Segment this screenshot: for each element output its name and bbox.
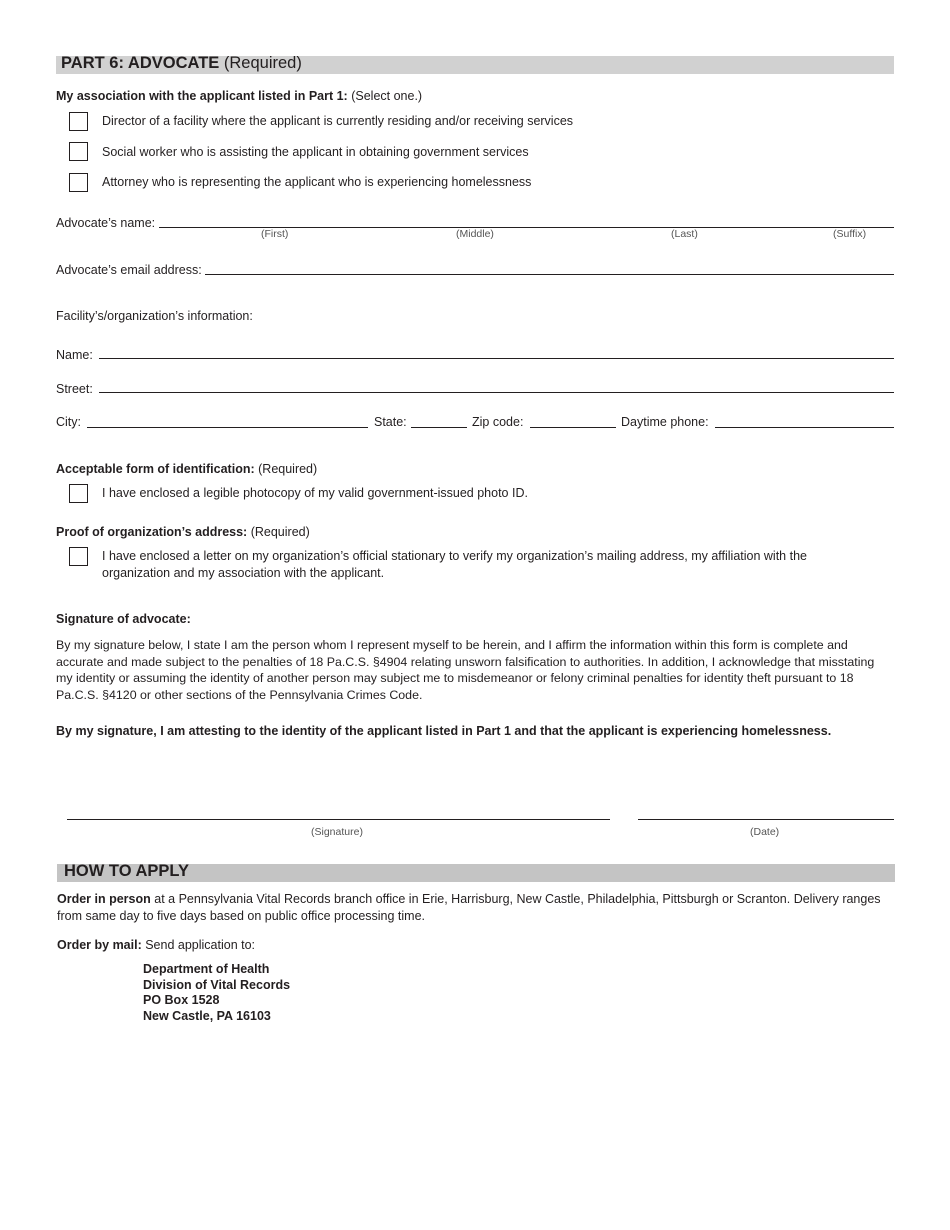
id-label: Acceptable form of identification: (Required) <box>56 462 318 476</box>
attestation-statement: By my signature, I am attesting to the identity of the applicant listed in Part 1 and that the applicant is experiencing homelessness. <box>56 724 832 738</box>
signature-caption: (Signature) <box>311 826 363 838</box>
email-label: Advocate’s email address: <box>56 263 202 277</box>
phone-label: Daytime phone: <box>621 415 709 429</box>
org-letter-option-line2: organization and my association with the applicant. <box>102 566 385 580</box>
signature-statement: By my signature below, I state I am the person whom I represent myself to be herein, and I affirm the information within this form is complete and accurate and made subject to the penalties of 18 Pa.C.S. §4904 relating unsworn falsification to authorities. In addition, I acknowledge that misstating my identity or assuming the identity of another person may subject me to misdemeanor or felony criminal penalties for identity theft pursuant to 18 Pa.C.S. §4120 or other sections of the Pennsylvania Crimes Code. <box>56 638 875 703</box>
part6-title: PART 6: ADVOCATE (Required) <box>61 54 302 72</box>
signature-heading: Signature of advocate: <box>56 612 191 626</box>
email-field[interactable] <box>205 274 894 275</box>
proof-label: Proof of organization’s address: (Required) <box>56 525 310 539</box>
checkbox-director[interactable] <box>69 112 88 131</box>
order-by-mail-text: Order by mail: Send application to: <box>57 938 256 952</box>
city-field[interactable] <box>87 427 368 428</box>
caption-suffix: (Suffix) <box>833 228 867 240</box>
photo-id-option-label: I have enclosed a legible photocopy of my valid government-issued photo ID. <box>102 486 528 500</box>
how-to-apply-header-bar <box>57 864 895 882</box>
caption-last: (Last) <box>671 228 698 240</box>
zip-field[interactable] <box>530 427 616 428</box>
option-attorney-label: Attorney who is representing the applicant who is experiencing homelessness <box>102 175 532 189</box>
how-to-apply-title: HOW TO APPLY <box>64 862 189 880</box>
mailing-address <box>143 962 290 1025</box>
caption-middle: (Middle) <box>456 228 494 240</box>
zip-label: Zip code: <box>472 415 524 429</box>
checkbox-photo-id[interactable] <box>69 484 88 503</box>
checkbox-org-letter[interactable] <box>69 547 88 566</box>
caption-first: (First) <box>261 228 289 240</box>
facility-name-label: Name: <box>56 348 93 362</box>
state-field[interactable] <box>411 427 467 428</box>
street-label: Street: <box>56 382 93 396</box>
date-field[interactable] <box>638 819 894 820</box>
advocate-name-label: Advocate’s name: <box>56 216 156 230</box>
state-label: State: <box>374 415 407 429</box>
signature-field[interactable] <box>67 819 610 820</box>
address-line-1: Department of Health <box>143 962 270 976</box>
facility-info-label: Facility’s/organization’s information: <box>56 309 253 323</box>
part6-header-bar <box>56 56 894 74</box>
checkbox-attorney[interactable] <box>69 173 88 192</box>
option-director-label: Director of a facility where the applicant is currently residing and/or receiving services <box>102 114 574 128</box>
street-field[interactable] <box>99 392 894 393</box>
address-line-2: Division of Vital Records <box>143 977 291 992</box>
date-caption: (Date) <box>750 826 780 838</box>
address-line-3: PO Box 1528 <box>143 993 220 1008</box>
option-social-worker-label: Social worker who is assisting the applicant in obtaining government services <box>102 145 529 159</box>
phone-field[interactable] <box>715 427 894 428</box>
association-label: My association with the applicant listed in Part 1: (Select one.) <box>56 89 423 103</box>
city-label: City: <box>56 415 81 429</box>
org-letter-option-line1: I have enclosed a letter on my organization’s official stationary to verify my organization’s mailing address, my affiliation with the <box>102 549 807 563</box>
address-line-4: New Castle, PA 16103 <box>143 1009 271 1024</box>
order-in-person-text: Order in person at a Pennsylvania Vital Records branch office in Erie, Harrisburg, New Castle, Philadelphia, Pittsburgh or Scranton. Delivery ranges from same day to five days based on public office processing time. <box>57 892 881 923</box>
facility-name-field[interactable] <box>99 358 894 359</box>
checkbox-social-worker[interactable] <box>69 142 88 161</box>
